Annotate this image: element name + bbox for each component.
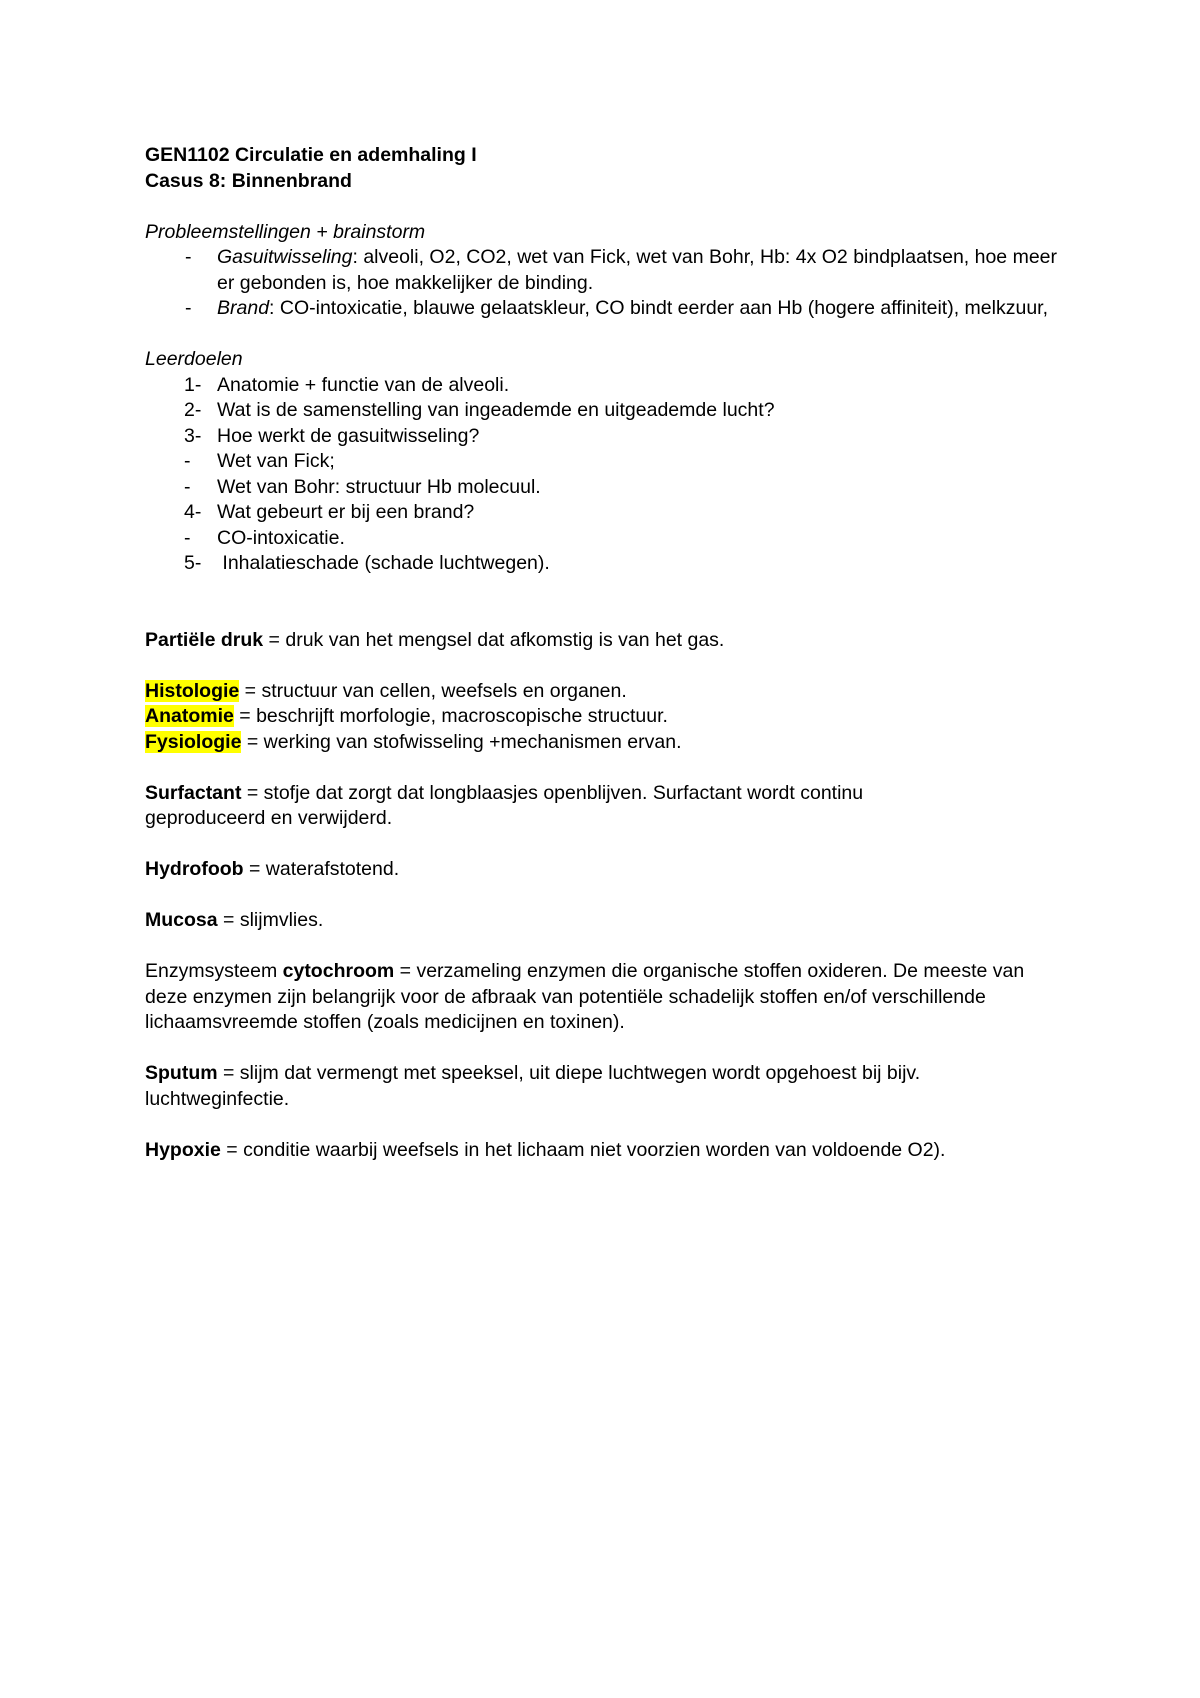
list-item-text: Hoe werkt de gasuitwisseling? (217, 424, 480, 447)
problems-list (145, 245, 1065, 322)
list-item-text: CO-intoxicatie. (217, 526, 345, 549)
list-item-term: Gasuitwisseling (217, 246, 353, 268)
definition-text: = conditie waarbij weefsels in het lichaam niet voorzien worden van voldoende O2). (220, 1138, 946, 1161)
list-item (145, 500, 1065, 526)
list-marker: 2- (184, 399, 202, 421)
definition-histologie (145, 679, 1065, 705)
list-item-text: Anatomie + functie van de alveoli. (217, 373, 510, 396)
list-marker: 1- (184, 373, 202, 396)
list-item (145, 373, 1065, 399)
goals-list (145, 373, 1065, 577)
definition-term: Anatomie (145, 705, 234, 727)
definition-term: Histologie (145, 679, 240, 702)
list-item (145, 398, 1065, 424)
list-marker: 5- (184, 552, 202, 574)
definition-hydrofoob (145, 857, 1065, 883)
definition-text: = beschrijft morfologie, macroscopische structuur. (233, 705, 668, 727)
definition-text: = druk van het mengsel dat afkomstig is van het gas. (263, 628, 725, 651)
list-marker: - (185, 297, 192, 319)
definition-term: Partiële druk (145, 628, 264, 651)
document-title: GEN1102 Circulatie en ademhaling I (145, 144, 477, 166)
list-item-text: Inhalatieschade (schade luchtwegen). (217, 552, 550, 574)
list-item-text: : alveoli, O2, CO2, wet van Fick, wet van Bohr, Hb: 4x O2 bindplaatsen, hoe meer er gebonden is, hoe makkelijker de binding. (217, 246, 1057, 294)
definition-text: = stofje dat zorgt dat longblaasjes openblijven. Surfactant wordt continu geproduceerd en verwijderd. (145, 781, 864, 829)
definition-anatomie (145, 704, 1065, 730)
document-subtitle: Casus 8: Binnenbrand (145, 169, 352, 192)
definition-term: Fysiologie (145, 730, 242, 753)
list-marker: 4- (184, 501, 202, 523)
list-item-text: Wet van Fick; (217, 450, 335, 472)
definition-term: Sputum (145, 1062, 218, 1084)
list-item (145, 475, 1065, 501)
list-item (145, 526, 1065, 552)
list-marker: - (184, 450, 191, 472)
list-item (145, 424, 1065, 450)
list-marker: - (185, 246, 192, 268)
definition-text: = structuur van cellen, weefsels en organen. (239, 679, 627, 702)
definition-text: = waterafstotend. (243, 858, 400, 880)
definition-term: cytochroom (282, 960, 395, 982)
list-item-text: Wat gebeurt er bij een brand? (217, 501, 475, 523)
definition-hypoxie (145, 1138, 1065, 1164)
definition-text: = verzameling enzymen die organische stoffen oxideren. De meeste van deze enzymen zijn belangrijk voor de afbraak van potentiële schadelijk stoffen en/of verschillende lichaamsvreemde stoffen (zoals medicijnen en toxinen). (145, 960, 1025, 1033)
definition-prefix: Enzymsysteem (145, 960, 283, 982)
list-item-text: Wet van Bohr: structuur Hb molecuul. (217, 475, 541, 498)
list-marker: - (184, 526, 191, 549)
definition-surfactant (145, 781, 975, 832)
list-item (145, 296, 1065, 322)
definition-term: Hydrofoob (145, 858, 244, 880)
definition-cytochroom (145, 959, 1065, 1036)
definition-text: = werking van stofwisseling +mechanismen ervan. (241, 730, 682, 753)
definition-fysiologie (145, 730, 1065, 756)
list-marker: - (184, 475, 191, 498)
definition-text: = slijm dat vermengt met speeksel, uit diepe luchtwegen wordt opgehoest bij bijv. luchtweginfectie. (145, 1062, 921, 1110)
definition-term: Hypoxie (145, 1138, 221, 1161)
list-marker: 3- (184, 424, 202, 447)
definition-term: Surfactant (145, 781, 242, 804)
list-item (145, 449, 1065, 475)
definition-partiele-druk (145, 628, 1065, 654)
document-body (145, 143, 1065, 1163)
definition-text: = slijmvlies. (217, 909, 324, 931)
definition-sputum (145, 1061, 1065, 1112)
problems-heading: Probleemstellingen + brainstorm (145, 220, 426, 243)
goals-heading: Leerdoelen (145, 348, 243, 370)
list-item-text: Wat is de samenstelling van ingeademde en uitgeademde lucht? (217, 399, 775, 421)
list-item-text: : CO-intoxicatie, blauwe gelaatskleur, CO bindt eerder aan Hb (hogere affiniteit), melkzuur, (269, 297, 1048, 319)
list-item-term: Brand (217, 297, 270, 319)
definition-term: Mucosa (145, 909, 218, 931)
definition-mucosa (145, 908, 1065, 934)
list-item (145, 551, 1065, 577)
list-item (145, 245, 1065, 296)
